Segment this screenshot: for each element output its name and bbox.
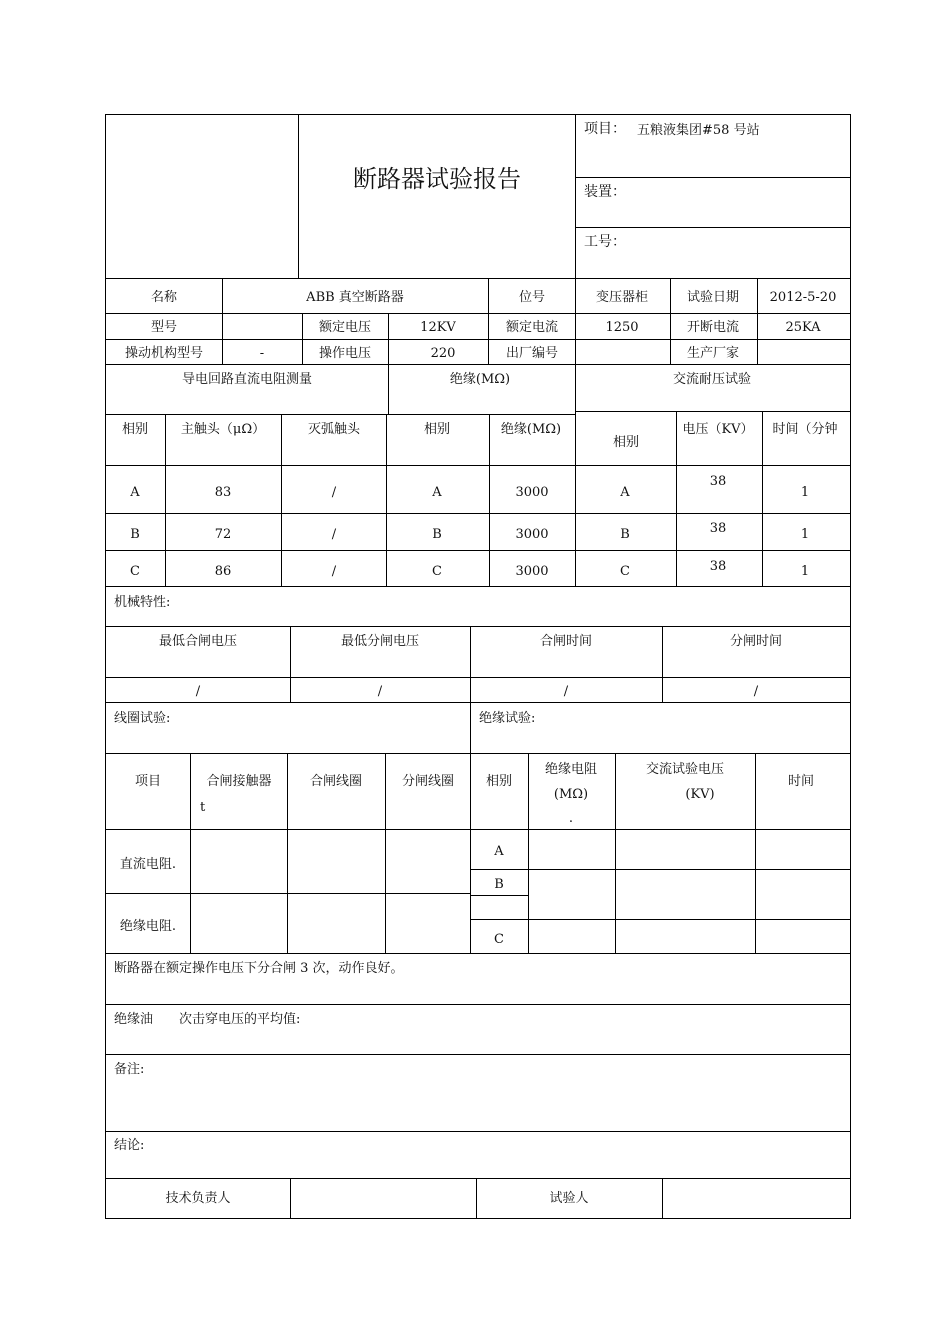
rated-voltage-value: 12KV <box>420 320 456 335</box>
oil-label: 绝缘油 <box>114 1012 154 1027</box>
project-label: 项目： <box>584 121 626 137</box>
operation-note: 断路器在额定操作电压下分合闸 3 次，动作良好。 <box>114 961 404 976</box>
row-a-main: 83 <box>214 485 232 500</box>
coil-header-trip-coil: 分闸线圈 <box>401 774 455 789</box>
insulation-test-label: 绝缘试验: <box>479 711 536 726</box>
model-label: 型号 <box>150 320 178 335</box>
insul-phase-c: C <box>494 932 504 947</box>
project-value: 五粮液集团#58 号站 <box>637 123 760 138</box>
mechanism-value: - <box>259 346 265 361</box>
coil-header-close-contactor: 合闸接触器 <box>206 774 272 789</box>
mech-value-trip-time: / <box>753 684 759 699</box>
remark-label: 备注: <box>114 1062 145 1077</box>
name-label: 名称 <box>150 290 178 305</box>
name-value: ABB 真空断路器 <box>306 290 404 305</box>
row-b-arc: / <box>331 527 337 542</box>
row-c-kv: 38 <box>709 559 727 574</box>
breaking-current-label: 开断电流 <box>686 320 740 335</box>
serial-label: 出厂编号 <box>505 346 559 361</box>
row-a-time: 1 <box>800 485 810 500</box>
mechanical-label: 机械特性: <box>114 595 171 610</box>
insul-phase-b: B <box>494 877 504 892</box>
col-main-contact: 主触头（μΩ） <box>180 422 266 437</box>
dc-resistance-title: 导电回路直流电阻测量 <box>181 372 313 387</box>
tech-lead-label: 技术负责人 <box>165 1191 231 1206</box>
col-phase3: 相别 <box>612 435 640 450</box>
row-c-arc: / <box>331 564 337 579</box>
insulation-title: 绝缘(MΩ) <box>449 372 511 387</box>
row-b-phase3: B <box>620 527 630 542</box>
mech-value-min-close-voltage: / <box>195 684 201 699</box>
row-a-kv: 38 <box>709 474 727 489</box>
coil-header-close-coil: 合闸线圈 <box>309 774 363 789</box>
row-c-phase3: C <box>620 564 630 579</box>
op-voltage-label: 操作电压 <box>318 346 372 361</box>
row-c-insul: 3000 <box>515 564 549 579</box>
row-c-main: 86 <box>214 564 232 579</box>
row-b-phase: B <box>130 527 140 542</box>
coil-header-item: 项目 <box>134 774 162 789</box>
job-label: 工号： <box>584 234 626 250</box>
row-a-phase3: A <box>620 485 630 500</box>
mech-value-min-trip-voltage: / <box>377 684 383 699</box>
row-c-time: 1 <box>800 564 810 579</box>
rated-current-value: 1250 <box>605 320 639 335</box>
col-phase: 相别 <box>121 422 149 437</box>
coil-header-phase: 相别 <box>485 774 513 789</box>
mech-value-close-time: / <box>563 684 569 699</box>
conclusion-label: 结论: <box>114 1138 145 1153</box>
coil-header-insul-res-unit: (MΩ) <box>553 787 589 802</box>
manufacturer-label: 生产厂家 <box>686 346 740 361</box>
col-phase2: 相别 <box>423 422 451 437</box>
mechanism-label: 操动机构型号 <box>124 346 204 361</box>
test-date-label: 试验日期 <box>686 290 740 305</box>
row-b-kv: 38 <box>709 521 727 536</box>
col-time: 时间（分钟 <box>772 422 838 437</box>
coil-header-insul-res-dot: . <box>568 811 574 826</box>
oil-breakdown-text: 次击穿电压的平均值: <box>179 1012 301 1027</box>
row-a-phase2: A <box>432 485 442 500</box>
coil-header-ac-voltage: 交流试验电压 <box>645 762 725 777</box>
coil-test-label: 线圈试验: <box>114 711 171 726</box>
row-c-phase2: C <box>432 564 442 579</box>
coil-header-ac-voltage-unit: (KV) <box>685 787 715 802</box>
test-date-value: 2012-5-20 <box>769 290 837 305</box>
row-b-phase2: B <box>432 527 442 542</box>
ac-withstand-title: 交流耐压试验 <box>672 372 752 387</box>
row-a-phase: A <box>130 485 140 500</box>
row-b-main: 72 <box>214 527 232 542</box>
row-b-time: 1 <box>800 527 810 542</box>
insul-phase-a: A <box>494 844 504 859</box>
col-insulation: 绝缘(MΩ) <box>500 422 562 437</box>
row-c-phase: C <box>130 564 140 579</box>
mech-header-min-close-voltage: 最低合闸电压 <box>158 634 238 649</box>
rated-current-label: 额定电流 <box>505 320 559 335</box>
col-arc-contact: 灭弧触头 <box>307 422 361 437</box>
position-label: 位号 <box>518 290 546 305</box>
position-value: 变压器柜 <box>595 290 649 305</box>
coil-row-insul-resistance: 绝缘电阻. <box>119 919 177 934</box>
row-b-insul: 3000 <box>515 527 549 542</box>
page-title: 断路器试验报告 <box>353 165 521 193</box>
breaking-current-value: 25KA <box>785 320 821 335</box>
device-label: 装置： <box>584 184 626 200</box>
col-voltage: 电压（KV） <box>682 422 754 437</box>
op-voltage-value: 220 <box>430 346 456 361</box>
coil-row-dc-resistance: 直流电阻. <box>119 857 177 872</box>
tester-label: 试验人 <box>549 1191 589 1206</box>
rated-voltage-label: 额定电压 <box>318 320 372 335</box>
row-a-insul: 3000 <box>515 485 549 500</box>
coil-header-time: 时间 <box>787 774 815 789</box>
coil-header-insul-res: 绝缘电阻 <box>544 762 598 777</box>
mech-header-min-trip-voltage: 最低分闸电压 <box>340 634 420 649</box>
row-a-arc: / <box>331 485 337 500</box>
coil-header-close-contactor-suffix: t <box>200 800 206 815</box>
mech-header-close-time: 合闸时间 <box>539 634 593 649</box>
mech-header-trip-time: 分闸时间 <box>729 634 783 649</box>
